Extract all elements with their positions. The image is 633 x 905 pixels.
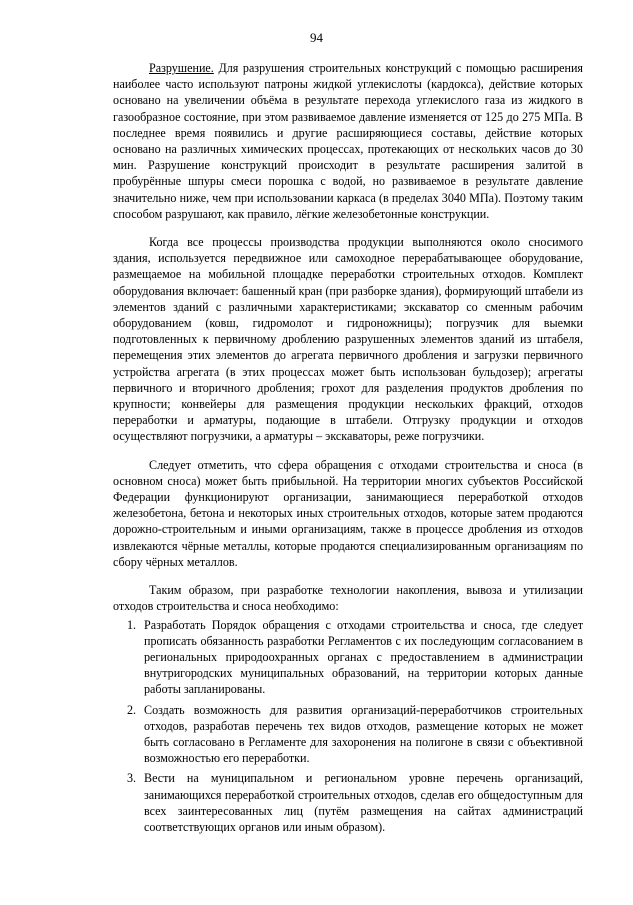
paragraph-destruction [113, 60, 583, 222]
list-item [113, 617, 583, 698]
list-item-number: 2. [127, 702, 137, 717]
paragraph-equipment: Когда все процессы производства продукции выполняются около сносимого здания, используется передвижное или самоходное перерабатывающее оборудование, размещаемое на мобильной площадке переработки строительных отходов. Комплект оборудования включает: башенный кран (при разборке здания), формирующий штабели из элементов зданий с различными характеристиками; экскаватор со сменным рабочим оборудованием (ковш, гидромолот и гидроножницы); погрузчик для выемки подготовленных к первичному дроблению разрушенных элементов зданий из штабеля, перемещения этих элементов до агрегата первичного дробления и загрузки первичного устройства агрегата (в этих процессах может быть использован бульдозер); агрегаты первичного и вторичного дробления; грохот для разделения продуктов дробления по крупности; конвейеры для размещения продукции нескольких фракций, отходов переработки и арматуры, подающие в штабели. Отгрузку продукции и отходов осуществляют погрузчики, а арматуры – экскаваторы, реже погрузчики. [113, 235, 583, 444]
paragraph-profitability: Следует отметить, что сфера обращения с отходами строительства и сноса (в основном сноса) может быть прибыльной. На территории многих субъектов Российской Федерации функционируют организации, занимающиеся переработкой отходов железобетона, бетона и некоторых иных строительных отходов, которые затем продаются дорожно-строительным и иными организациям, также в процессе дробления из отходов извлекаются чёрные металлы, которые продаются специализированным организациям по сбору чёрных металлов. [113, 457, 583, 569]
paragraph-conclusion: Таким образом, при разработке технологии накопления, вывоза и утилизации отходов строительства и сноса необходимо: [113, 583, 583, 614]
list-item-text: Разработать Порядок обращения с отходами строительства и сноса, где следует прописать обязанность разработки Регламентов с их последующим согласованием в региональных природоохранных органах с предоставлением в администрации внутригородских муниципальных образований, на территории которых данные работы запланированы. [144, 617, 583, 697]
page-number: 94 [310, 30, 323, 45]
list-item-number: 3. [127, 771, 137, 786]
list-item-number: 1. [127, 617, 137, 632]
paragraph-lead-term: Разрушение. [149, 61, 214, 75]
paragraph-text: Для разрушения строительных конструкций с помощью расширения наиболее часто используют патроны жидкой углекислоты (кардокса), действие которых основано на увеличении объёма в результате перехода углекислого газа из жидкого в газообразное состояние, при этом развиваемое давление изменяется от 125 до 275 МПа. В последнее время появились и другие расширяющиеся составы, действие которых основано на различных химических процессах, протекающих от нескольких часов до 30 мин. Разрушение конструкций происходит в результате расширения залитой в пробурённые шпуры смеси порошка с водой, но развиваемое в результате давление значительно ниже, чем при использовании каркаса (в пределах 3040 МПа). Поэтому таким способом разрушают, как правило, лёгкие железобетонные конструкции. [113, 61, 583, 221]
list-item [113, 702, 583, 767]
recommendations-list [113, 617, 583, 836]
document-body [113, 60, 583, 839]
list-item-text: Вести на муниципальном и региональном уровне перечень организаций, занимающихся переработкой строительных отходов, сделав его общедоступным для всех заинтересованных лиц (путём размещения на сайтах администраций соответствующих органов или иным образом). [144, 771, 583, 834]
list-item-text: Создать возможность для развития организаций-переработчиков строительных отходов, разработав перечень тех видов отходов, размещение которых не может быть согласовано в Регламенте для захоронения на полигоне в связи с объективной возможностью его переработки. [144, 702, 583, 766]
list-item [113, 770, 583, 835]
